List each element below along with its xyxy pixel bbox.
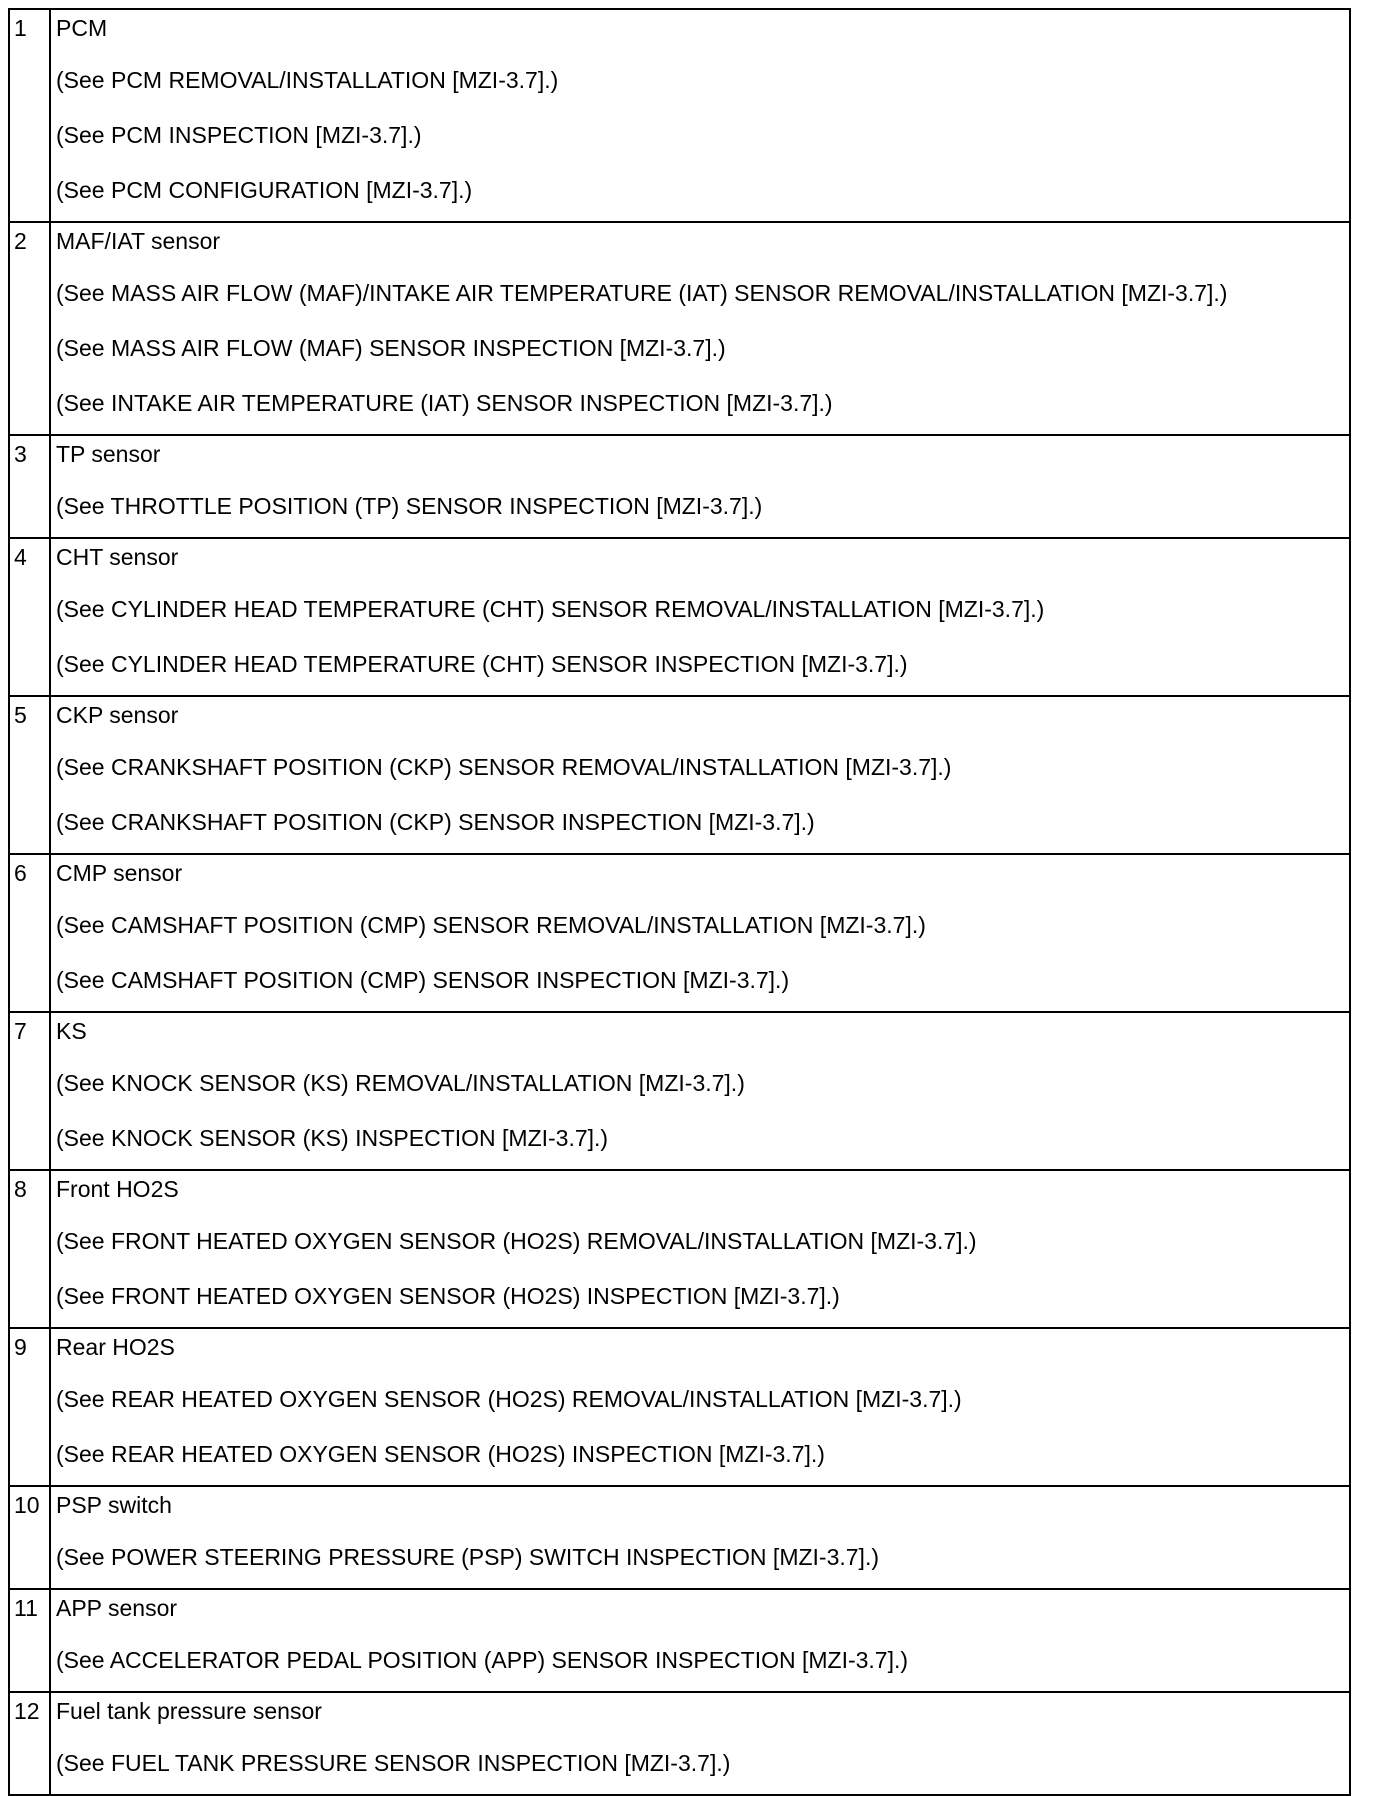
table-row — [9, 1589, 1350, 1692]
row-content — [50, 696, 1350, 854]
component-title: APP sensor — [56, 1595, 178, 1621]
row-content — [50, 1589, 1350, 1692]
reference-link[interactable]: (See PCM INSPECTION [MZI-3.7].) — [56, 122, 422, 148]
row-number: 11 — [9, 1589, 50, 1692]
row-content — [50, 222, 1350, 435]
reference-link[interactable]: (See FRONT HEATED OXYGEN SENSOR (HO2S) INSPECTION [MZI-3.7].) — [56, 1283, 840, 1309]
reference-link[interactable]: (See MASS AIR FLOW (MAF)/INTAKE AIR TEMPERATURE (IAT) SENSOR REMOVAL/INSTALLATION [MZI-3.7].) — [56, 280, 1228, 306]
table-row — [9, 1012, 1350, 1170]
table-row — [9, 538, 1350, 696]
reference-link[interactable]: (See POWER STEERING PRESSURE (PSP) SWITCH INSPECTION [MZI-3.7].) — [56, 1544, 879, 1570]
row-content — [50, 1692, 1350, 1795]
table-row — [9, 854, 1350, 1012]
row-number: 4 — [9, 538, 50, 696]
reference-link[interactable]: (See CRANKSHAFT POSITION (CKP) SENSOR REMOVAL/INSTALLATION [MZI-3.7].) — [56, 754, 952, 780]
component-title: PSP switch — [56, 1492, 172, 1518]
row-number: 1 — [9, 9, 50, 222]
component-title: CHT sensor — [56, 544, 179, 570]
table-row — [9, 435, 1350, 538]
reference-link[interactable]: (See REAR HEATED OXYGEN SENSOR (HO2S) INSPECTION [MZI-3.7].) — [56, 1441, 825, 1467]
reference-link[interactable]: (See PCM REMOVAL/INSTALLATION [MZI-3.7].) — [56, 67, 559, 93]
reference-link[interactable]: (See CAMSHAFT POSITION (CMP) SENSOR REMOVAL/INSTALLATION [MZI-3.7].) — [56, 912, 926, 938]
component-title: Rear HO2S — [56, 1334, 175, 1360]
reference-link[interactable]: (See CYLINDER HEAD TEMPERATURE (CHT) SENSOR INSPECTION [MZI-3.7].) — [56, 651, 908, 677]
reference-link[interactable]: (See THROTTLE POSITION (TP) SENSOR INSPECTION [MZI-3.7].) — [56, 493, 763, 519]
row-content — [50, 1328, 1350, 1486]
row-content — [50, 1012, 1350, 1170]
reference-link[interactable]: (See KNOCK SENSOR (KS) INSPECTION [MZI-3.7].) — [56, 1125, 609, 1151]
row-content — [50, 435, 1350, 538]
component-title: CKP sensor — [56, 702, 179, 728]
reference-link[interactable]: (See ACCELERATOR PEDAL POSITION (APP) SENSOR INSPECTION [MZI-3.7].) — [56, 1647, 909, 1673]
reference-link[interactable]: (See CAMSHAFT POSITION (CMP) SENSOR INSPECTION [MZI-3.7].) — [56, 967, 790, 993]
table-row — [9, 9, 1350, 222]
row-number: 8 — [9, 1170, 50, 1328]
reference-link[interactable]: (See REAR HEATED OXYGEN SENSOR (HO2S) REMOVAL/INSTALLATION [MZI-3.7].) — [56, 1386, 962, 1412]
reference-link[interactable]: (See CRANKSHAFT POSITION (CKP) SENSOR INSPECTION [MZI-3.7].) — [56, 809, 815, 835]
component-title: TP sensor — [56, 441, 161, 467]
row-content — [50, 854, 1350, 1012]
reference-link[interactable]: (See INTAKE AIR TEMPERATURE (IAT) SENSOR INSPECTION [MZI-3.7].) — [56, 390, 833, 416]
reference-link[interactable]: (See PCM CONFIGURATION [MZI-3.7].) — [56, 177, 473, 203]
reference-link[interactable]: (See MASS AIR FLOW (MAF) SENSOR INSPECTION [MZI-3.7].) — [56, 335, 726, 361]
table-row — [9, 1486, 1350, 1589]
reference-link[interactable]: (See FUEL TANK PRESSURE SENSOR INSPECTION [MZI-3.7].) — [56, 1750, 731, 1776]
table-row — [9, 1170, 1350, 1328]
row-number: 6 — [9, 854, 50, 1012]
row-number: 10 — [9, 1486, 50, 1589]
row-number: 9 — [9, 1328, 50, 1486]
row-number: 7 — [9, 1012, 50, 1170]
component-title: MAF/IAT sensor — [56, 228, 221, 254]
row-number: 5 — [9, 696, 50, 854]
component-title: Fuel tank pressure sensor — [56, 1698, 322, 1724]
row-content — [50, 9, 1350, 222]
table-row — [9, 696, 1350, 854]
component-reference-table — [8, 8, 1351, 1796]
component-title: KS — [56, 1018, 87, 1044]
row-content — [50, 538, 1350, 696]
row-number: 12 — [9, 1692, 50, 1795]
row-number: 3 — [9, 435, 50, 538]
component-title: Front HO2S — [56, 1176, 179, 1202]
table-row — [9, 222, 1350, 435]
reference-link[interactable]: (See FRONT HEATED OXYGEN SENSOR (HO2S) REMOVAL/INSTALLATION [MZI-3.7].) — [56, 1228, 977, 1254]
row-content — [50, 1170, 1350, 1328]
component-title: CMP sensor — [56, 860, 183, 886]
row-number: 2 — [9, 222, 50, 435]
reference-link[interactable]: (See KNOCK SENSOR (KS) REMOVAL/INSTALLATION [MZI-3.7].) — [56, 1070, 745, 1096]
row-content — [50, 1486, 1350, 1589]
component-title: PCM — [56, 15, 108, 41]
table-row — [9, 1328, 1350, 1486]
table-row — [9, 1692, 1350, 1795]
reference-link[interactable]: (See CYLINDER HEAD TEMPERATURE (CHT) SENSOR REMOVAL/INSTALLATION [MZI-3.7].) — [56, 596, 1045, 622]
